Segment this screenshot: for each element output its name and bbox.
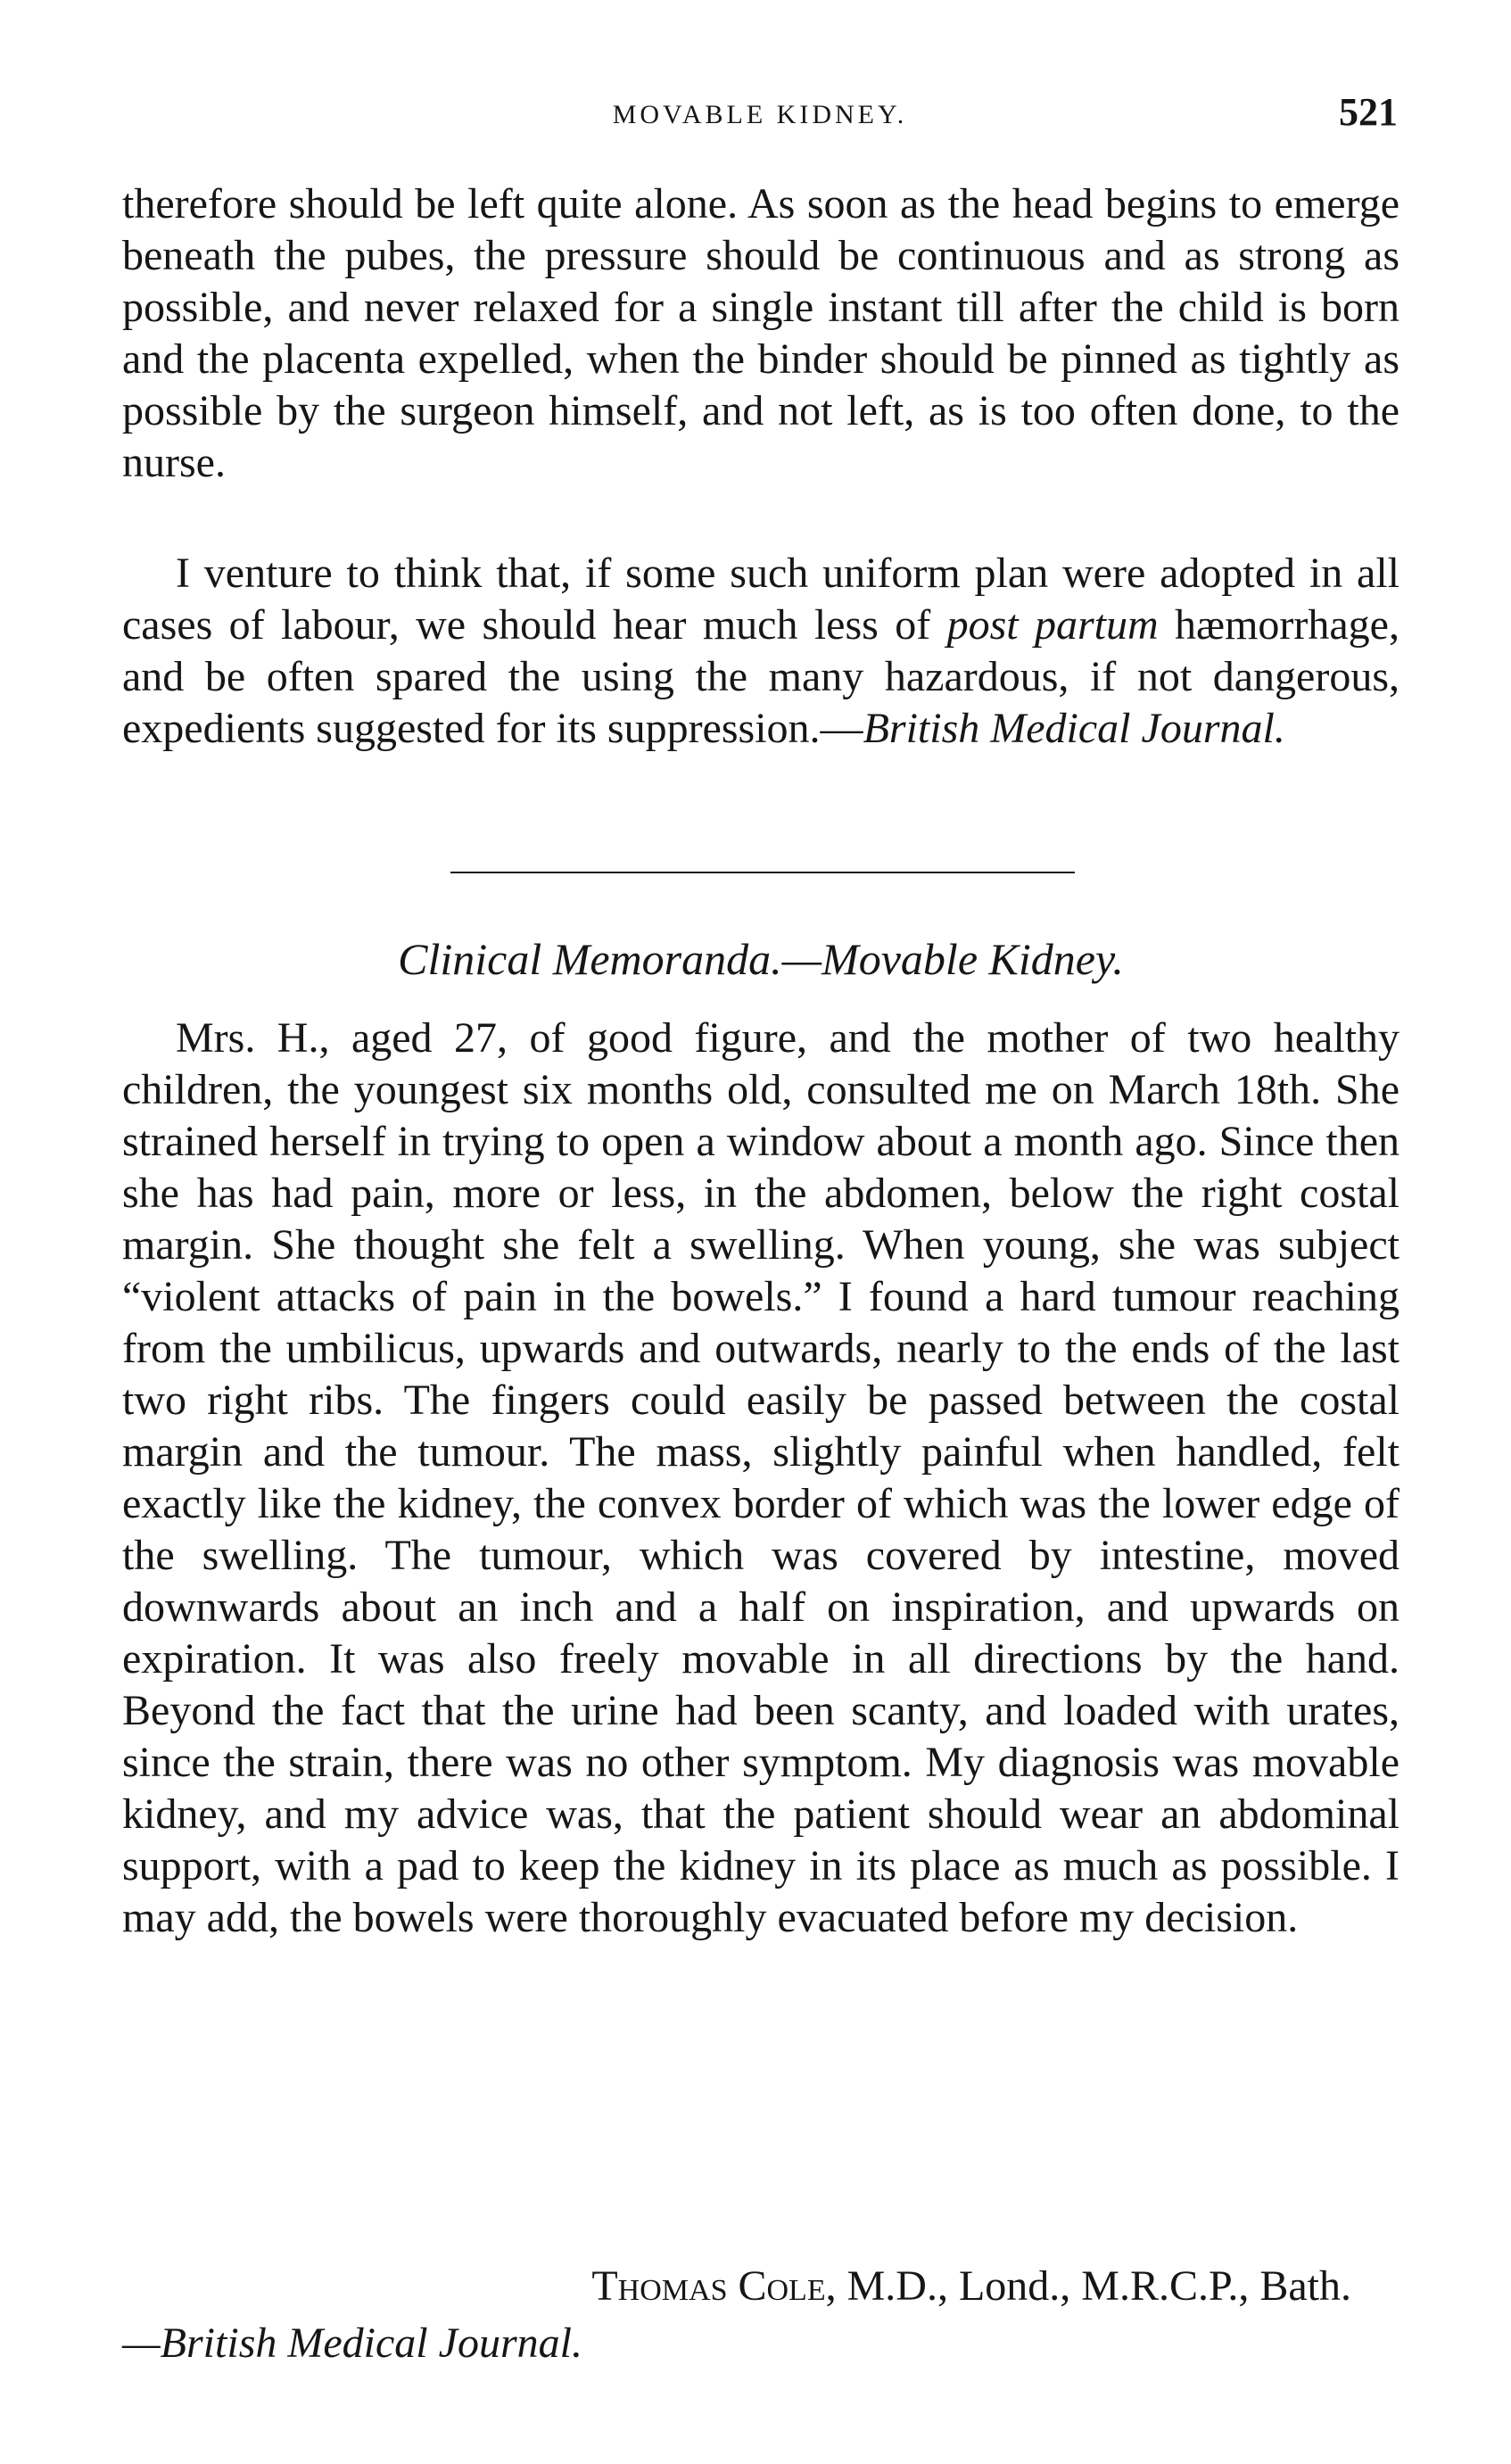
paragraph-text-part-a: I venture to think that, if some such uniform plan were adopted in all cases of labour, we should hear much less of <box>122 550 1400 649</box>
source-line: —British Medical Journal. <box>122 2319 582 2367</box>
running-head <box>122 89 1398 143</box>
author-signature <box>122 2261 1400 2312</box>
paragraph-text: Mrs. H., aged 27, of good figure, and the mother of two healthy children, the youngest six months old, consulted me on March 18th. She strained herself in trying to open a window about a month ago. Since then she has had pain, more or less, in the abdomen, below the right costal margin. She thought she felt a swelling. When young, she was subject “violent attacks of pain in the bowels.” I found a hard tumour reaching from the umbilicus, upwards and outwards, nearly to the ends of the last two right ribs. The fingers could easily be passed between the costal margin and the tumour. The mass, slightly painful when handled, felt exactly like the kidney, the convex border of which was the lower edge of the swelling. The tumour, which was covered by intestine, moved downwards about an inch and a half on inspiration, and upwards on expiration. It was also freely movable in all directions by the hand. Beyond the fact that the urine had been scanty, and loaded with urates, since the strain, there was no other symptom. My diagnosis was movable kidney, and my advice was, that the patient should wear an abdominal support, with a pad to keep the kidney in its place as much as possible. I may add, the bowels were thoroughly evacuated before my decision. <box>122 1014 1400 1941</box>
section-title: Clinical Memoranda.—Movable Kidney. <box>398 934 1124 984</box>
author-credentials: , M.D., Lond., M.R.C.P., Bath. <box>825 2262 1351 2310</box>
section-divider <box>450 872 1075 873</box>
paragraph-conclusion <box>122 548 1400 755</box>
page-number: 521 <box>1339 90 1398 134</box>
author-name: Thomas Cole <box>591 2262 826 2310</box>
paragraph-text <box>122 548 1400 755</box>
paragraph-text: therefore should be left quite alone. As soon as the head begins to emerge beneath the pubes, the pressure should be continuous and as strong as possible, and never relaxed for a single instant till after the child is born and the placenta expelled, when the binder should be pinned as tightly as possible by the surgeon himself, and not left, as is too often done, to the nurse. <box>122 180 1400 486</box>
paragraph-case-report <box>122 1013 1400 1944</box>
running-title: MOVABLE KIDNEY. <box>612 100 908 129</box>
paragraph-continuation <box>122 178 1400 489</box>
italic-term: post partum <box>946 601 1159 649</box>
paragraph-text-part-b: hæmorrhage, and be often spared the using the many hazardous, if not dangerous, expedients suggested for its suppression.— <box>122 601 1400 752</box>
source-citation: British Medical Journal. <box>863 705 1285 752</box>
